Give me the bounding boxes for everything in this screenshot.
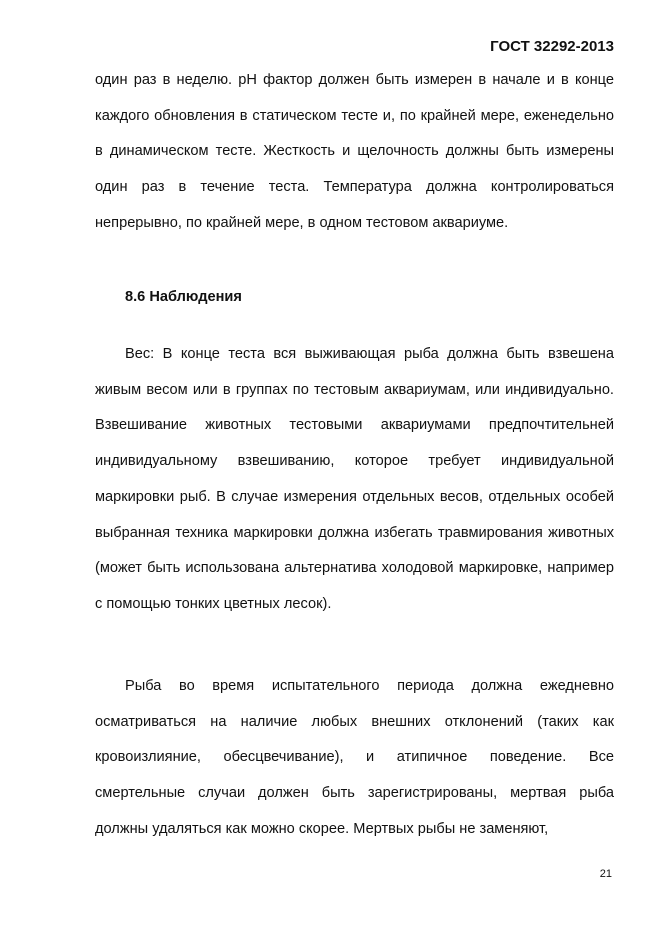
section-heading: 8.6 Наблюдения (125, 289, 242, 305)
page-number: 21 (599, 868, 612, 880)
paragraph-measurements: один раз в неделю. pH фактор должен быть измерен в начале и в конце каждого обновления в статическом тесте и, по крайней мере, еженедельно в динамическом тесте. Жесткость и щелочность должны быть измерены один раз в течение теста. Температура должна контролироваться непрерывно, по крайней мере, в одном тестовом аквариуме. (95, 72, 614, 231)
document-code-header: ГОСТ 32292-2013 (490, 38, 614, 55)
paragraph-daily-observation: Рыба во время испытательного периода должна ежедневно осматриваться на наличие любых внешних отклонений (таких как кровоизлияние, обесцвечивание), и атипичное поведение. Все смертельные случаи должен быть зарегистрированы, мертвая рыба должны удаляться как можно скорее. Мертвых рыбы не заменяют, (95, 678, 614, 837)
paragraph-weight: Вес: В конце теста вся выживающая рыба должна быть взвешена живым весом или в группах по тестовым аквариумам, или индивидуально. Взвешивание животных тестовыми аквариумами предпочтительней индивидуальному взвешиванию, которое требует индивидуальной маркировки рыб. В случае измерения отдельных весов, отдельных особей выбранная техника маркировки должна избегать травмирования животных (может быть использована альтернатива холодовой маркировке, например с помощью тонких цветных лесок). (95, 346, 614, 612)
